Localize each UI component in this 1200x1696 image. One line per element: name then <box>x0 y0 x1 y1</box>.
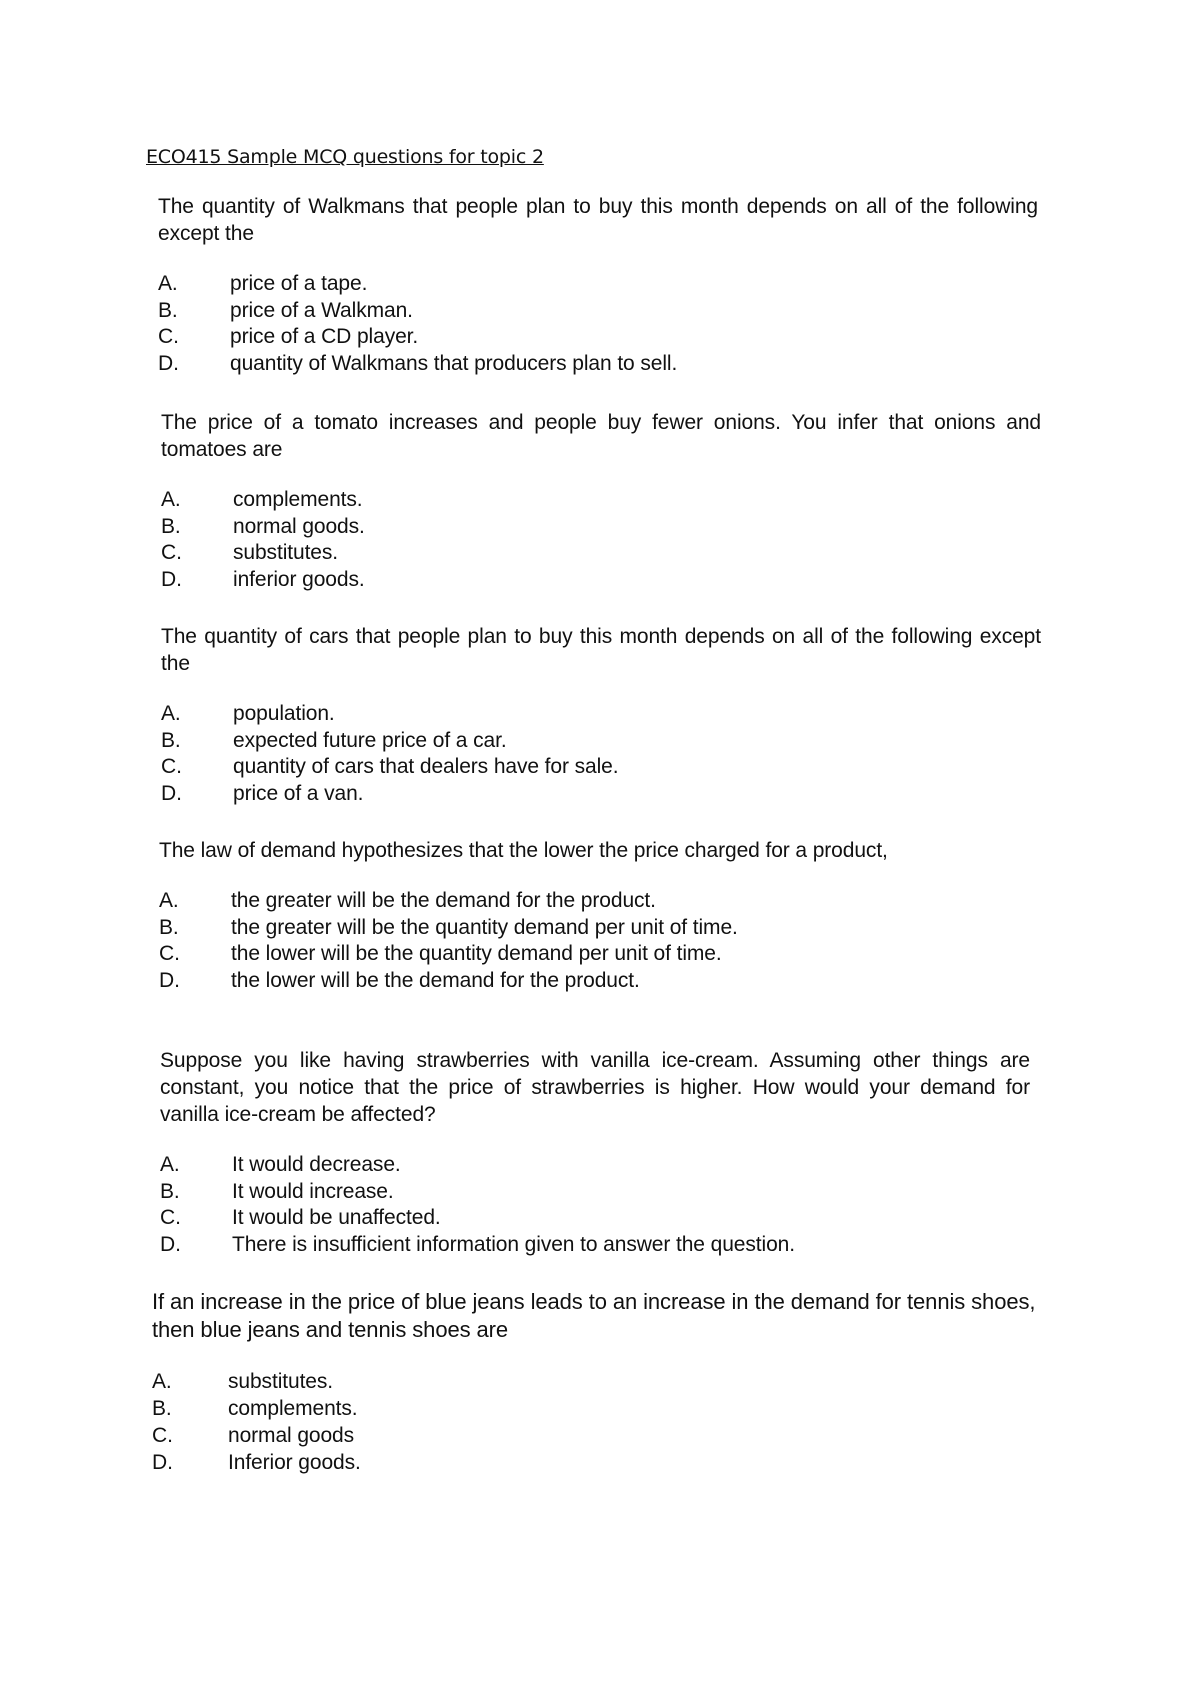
option-list <box>161 487 1041 593</box>
option-c <box>158 324 1038 351</box>
option-text: the greater will be the demand for the product. <box>231 889 656 912</box>
option-b <box>161 728 1041 755</box>
option-c <box>160 1205 1030 1232</box>
option-letter: B. <box>159 915 179 939</box>
option-d <box>160 1232 1030 1259</box>
option-list <box>161 701 1041 807</box>
option-text: the lower will be the demand for the product. <box>231 968 640 992</box>
option-letter: D. <box>161 781 182 805</box>
option-d <box>152 1449 1052 1476</box>
option-text: substitutes. <box>228 1370 334 1393</box>
option-a <box>160 1152 1030 1179</box>
option-b <box>161 514 1041 541</box>
question-1 <box>158 193 1038 377</box>
option-c <box>161 754 1041 781</box>
option-b <box>152 1395 1052 1422</box>
option-letter: C. <box>161 755 182 778</box>
option-text: the greater will be the quantity demand per unit of time. <box>231 915 738 939</box>
option-text: price of a Walkman. <box>230 298 413 322</box>
page-title: ECO415 Sample MCQ questions for topic 2 <box>146 146 544 168</box>
option-d <box>161 781 1041 808</box>
question-2 <box>161 409 1041 593</box>
option-d <box>159 968 1039 995</box>
option-text: inferior goods. <box>233 567 365 591</box>
option-text: quantity of cars that dealers have for sale. <box>233 755 619 778</box>
option-a <box>161 487 1041 514</box>
option-letter: C. <box>152 1424 173 1447</box>
option-text: Inferior goods. <box>228 1451 361 1474</box>
option-a <box>159 888 1039 915</box>
option-d <box>161 567 1041 594</box>
option-text: substitutes. <box>233 541 339 564</box>
option-letter: B. <box>161 514 181 538</box>
question-stem: The quantity of cars that people plan to buy this month depends on all of the following except the <box>161 625 1041 675</box>
option-text: price of a tape. <box>230 272 368 295</box>
option-text: price of a CD player. <box>230 325 419 348</box>
question-3 <box>161 623 1041 807</box>
option-letter: A. <box>152 1370 172 1393</box>
option-list <box>152 1368 1052 1476</box>
option-letter: B. <box>161 728 181 752</box>
option-letter: A. <box>158 272 178 295</box>
option-c <box>161 540 1041 567</box>
option-text: price of a van. <box>233 781 364 805</box>
option-b <box>160 1179 1030 1206</box>
option-a <box>152 1368 1052 1395</box>
option-letter: D. <box>158 351 179 375</box>
option-text: It would decrease. <box>232 1153 401 1176</box>
option-text: quantity of Walkmans that producers plan to sell. <box>230 351 678 375</box>
option-letter: B. <box>158 298 178 322</box>
option-text: It would increase. <box>232 1179 394 1203</box>
option-b <box>159 915 1039 942</box>
option-b <box>158 298 1038 325</box>
option-text: complements. <box>233 488 363 511</box>
question-stem: If an increase in the price of blue jeans leads to an increase in the demand for tennis shoes, then blue jeans and tennis shoes are <box>152 1289 1036 1342</box>
option-letter: D. <box>152 1451 173 1474</box>
option-letter: C. <box>159 942 180 965</box>
option-letter: D. <box>161 567 182 591</box>
option-letter: D. <box>159 968 180 992</box>
option-text: normal goods. <box>233 514 365 538</box>
option-letter: D. <box>160 1232 181 1256</box>
option-list <box>158 271 1038 377</box>
question-6 <box>152 1288 1052 1476</box>
option-text: It would be unaffected. <box>232 1206 441 1229</box>
option-letter: C. <box>158 325 179 348</box>
option-letter: C. <box>160 1206 181 1229</box>
option-letter: A. <box>159 889 179 912</box>
option-list <box>160 1152 1030 1258</box>
option-list <box>159 888 1039 994</box>
option-text: population. <box>233 702 335 725</box>
option-letter: B. <box>152 1397 172 1420</box>
option-letter: C. <box>161 541 182 564</box>
option-text: the lower will be the quantity demand per unit of time. <box>231 942 722 965</box>
option-a <box>161 701 1041 728</box>
option-c <box>159 941 1039 968</box>
option-letter: B. <box>160 1179 180 1203</box>
option-c <box>152 1422 1052 1449</box>
option-a <box>158 271 1038 298</box>
option-text: expected future price of a car. <box>233 728 507 752</box>
option-text: normal goods <box>228 1424 355 1447</box>
question-stem: Suppose you like having strawberries with vanilla ice-cream. Assuming other things are constant, you notice that the price of strawberries is higher. How would your demand for vanilla ice-cream be affected? <box>160 1049 1030 1126</box>
option-text: complements. <box>228 1397 358 1420</box>
option-text: There is insufficient information given to answer the question. <box>232 1232 795 1256</box>
option-letter: A. <box>160 1153 180 1176</box>
question-stem: The quantity of Walkmans that people plan to buy this month depends on all of the following except the <box>158 195 1038 245</box>
question-4 <box>159 837 1039 994</box>
option-letter: A. <box>161 488 181 511</box>
question-5 <box>160 1047 1030 1258</box>
question-stem: The law of demand hypothesizes that the lower the price charged for a product, <box>159 839 888 862</box>
option-d <box>158 351 1038 378</box>
option-letter: A. <box>161 702 181 725</box>
question-stem: The price of a tomato increases and people buy fewer onions. You infer that onions and tomatoes are <box>161 411 1041 461</box>
